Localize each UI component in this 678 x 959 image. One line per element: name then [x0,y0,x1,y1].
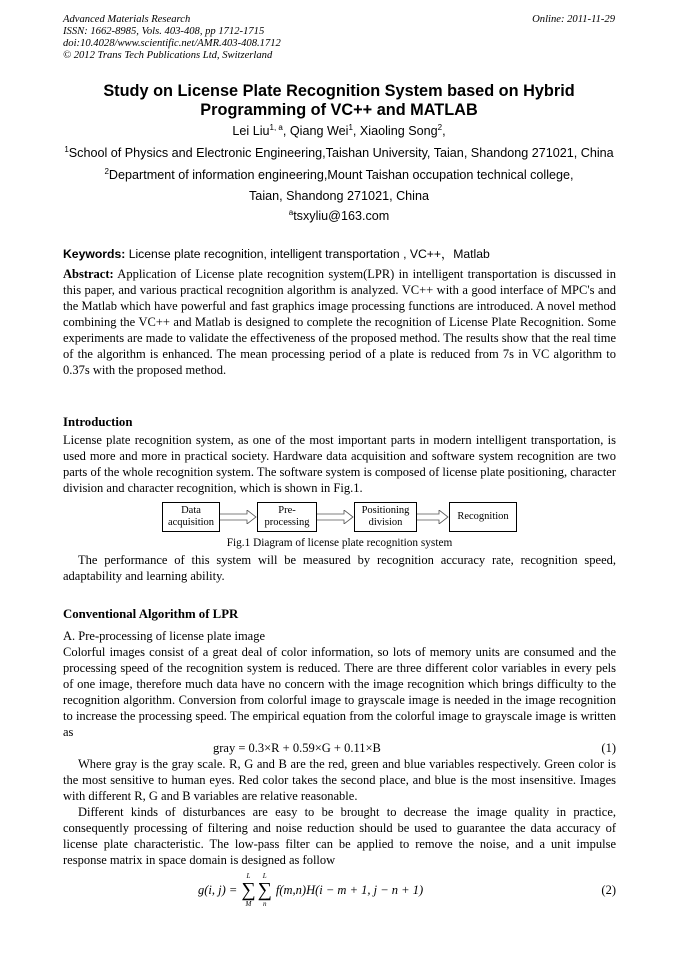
title-line: Study on License Plate Recognition System based on Hybrid [103,82,575,100]
journal-header [63,14,281,62]
equation-number: (1) [601,741,616,755]
diagram-box-positioning: Positioning division [354,502,417,532]
sum-symbol: ∑ [257,879,272,901]
equation-body [198,872,423,908]
figure-caption: Fig.1 Diagram of license plate recognition system [226,537,453,549]
affiliation-2-line2: Taian, Shandong 271021, China [249,189,429,203]
arrow-icon [417,510,449,524]
paper-body [63,266,616,908]
paper-title [63,82,615,120]
affiliation-2: $^2$Department of information engineering,Mount Taishan occupation technical college, [104,166,574,182]
diagram-box-data-acquisition: Data acquisition [162,502,220,532]
affiliation-1: $^1$School of Physics and Electronic Engineering,Taishan University, Taian, Shandong 271021, China [64,144,614,160]
doi: doi:10.4028/www.scientific.net/AMR.403-408.1712 [63,38,281,49]
title-line: Programming of VC++ and MATLAB [200,101,478,119]
paragraph: Different kinds of disturbances are easy to be brought to decrease the image quality in practice, consequently processing of filtering and noise reduction should be used to guarantee the data accuracy of license plate characteristic. The low-pass filter can be applied to remove the noise, and a unit impulse response matrix in space domain is designed as follow [63,805,616,867]
subsection-heading: A. Pre-processing of license plate image [63,629,266,643]
arrow-icon [220,510,257,524]
keywords: Keywords: License plate recognition, intelligent transportation , VC++，Matlab [63,247,490,261]
arrow-icon [317,510,354,524]
journal-name: Advanced Materials Research [63,14,191,25]
diagram-box-preprocessing: Pre- processing [257,502,317,532]
email[interactable]: $^a$tsxyliu@163.com [288,207,390,223]
copyright: © 2012 Trans Tech Publications Ltd, Switzerland [63,50,273,61]
equation-1 [63,740,616,756]
diagram-box-recognition: Recognition [449,502,517,532]
section-heading: Conventional Algorithm of LPR [63,607,239,621]
paragraph: The performance of this system will be measured by recognition accuracy rate, recognition speed, adaptability and learning ability. [63,553,616,583]
section-heading: Introduction [63,415,133,429]
diagram [63,500,616,534]
authors: Lei Liu$^{1, a}$, Qiang Wei$^1$, Xiaoling Song$^2$, [232,122,446,138]
paragraph: License plate recognition system, as one of the most important parts in modern intelligent transportation, is used more and more in practical society. Hardware data acquisition and software system recognition are two parts of the whole recognition system. The software system is composed of license plate positioning, character division and character recognition, which is shown in Fig.1. [63,433,616,495]
equation-2 [63,872,616,908]
paragraph: Where gray is the gray scale. R, G and B are the red, green and blue variables respectively. Green color is the most sensitive to human eyes. Red color takes the second place, and blue is the most insensitive. Images with different R, G and B variables are relative reasonable. [63,757,616,803]
paragraph: Colorful images consist of a great deal of color information, so lots of memory units are consumed and the processing speed of the recognition system is reduced. There are three different color variables in every pels of one image, therefore much data have no concern with the image recognition which brings difficulty to the recognition algorithm. Conversion from colorful image to grayscale image is needed in the image recognition to increase the processing speed. The empirical equation from the colorful image to grayscale image is written as [63,645,616,739]
abstract: Abstract: Application of License plate recognition system(LPR) in intelligent transportation is discussed in this paper, and various practical recognition algorithm is analyzed. VC++ with a good interface of MPC's and the Matlab which have powerful and fast graphics image processing functions are introduced. A novel method combining the VC++ and Matlab is designed to complete the recognition of License Plate Recognition. Some experiments are made to validate the effectiveness of the proposed method. The results show that the real time of the algorithm is enhanced. The mean processing period of a plate is reduced from 7s in VC algorithm to 0.37s with the proposed method. [63,267,616,377]
sum-symbol: ∑ [241,879,256,901]
equation-number: (2) [601,883,616,897]
equation-rhs: f(m,n)H(i − m + 1, j − n + 1) [275,883,424,897]
issn: ISSN: 1662-8985, Vols. 403-408, pp 1712-1715 [63,26,265,37]
online-date: Online: 2011-11-29 [532,14,615,25]
sum-operator: L ∑ M [241,872,256,908]
equation-text: gray = 0.3×R + 0.59×G + 0.11×B [213,741,381,755]
sum-operator: L ∑ n [257,872,272,908]
equation-lhs: g(i, j) = [198,883,238,897]
